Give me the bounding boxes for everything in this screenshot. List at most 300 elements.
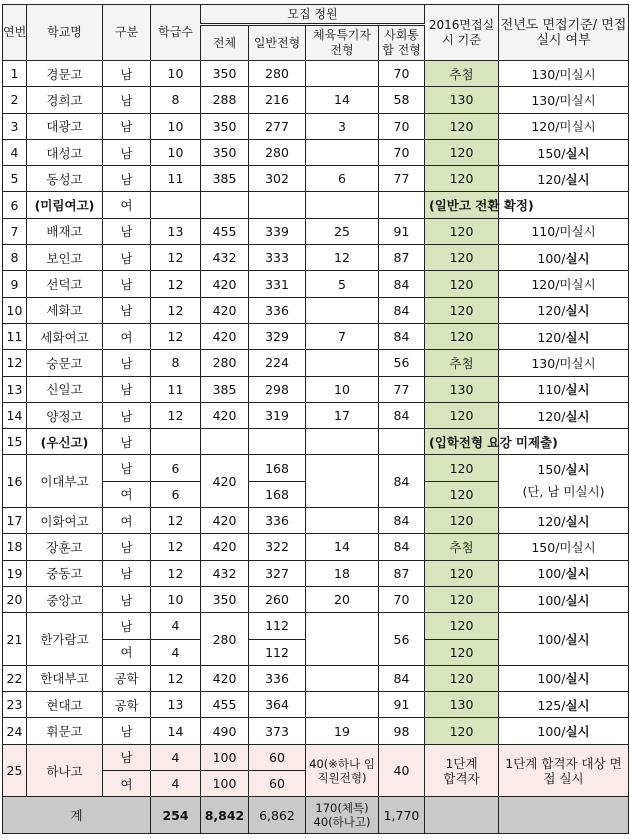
school-type: 남 [103,534,151,560]
empty-cell [151,429,201,455]
prev-year-cell [499,613,629,666]
row-no: 21 [3,613,27,666]
quota-general: 298 [249,376,306,402]
quota-total: 350 [201,586,249,612]
total-quota: 8,842 [201,797,249,834]
row-no: 13 [3,376,27,402]
prev-year-status: 실시 [565,382,590,398]
school-name: 양정고 [27,402,103,428]
quota-social: 56 [379,613,425,666]
header-school: 학교명 [27,5,103,61]
class-count: 4 [151,613,201,639]
quota-social: 91 [379,218,425,244]
header-social: 사회통합 전형 [379,25,425,61]
school-name: 현대고 [27,692,103,718]
quota-total: 420 [201,271,249,297]
row-no: 11 [3,323,27,349]
prev-year-cell [499,61,629,87]
row-no: 14 [3,402,27,428]
school-name: (미림여고) [27,192,103,218]
table-row [3,113,629,139]
prev-year-cell [499,560,629,586]
prev-year-cell [499,166,629,192]
row-no: 23 [3,692,27,718]
table-row [3,534,629,560]
table-row [3,744,629,770]
class-count: 12 [151,323,201,349]
prev-year-score: 120/ [537,329,566,345]
school-type: 남 [103,560,151,586]
class-count: 10 [151,61,201,87]
prev-year-score: 120/ [537,171,566,187]
table-row [3,613,629,639]
school-name: 한대부고 [27,665,103,691]
school-name: 보인고 [27,245,103,271]
class-count: 12 [151,402,201,428]
school-name: 대광고 [27,113,103,139]
row-no: 10 [3,297,27,323]
quota-social: 84 [379,455,425,508]
school-name: 신일고 [27,376,103,402]
total-sports-line: 170(체특) [315,801,369,816]
prev-year-status: 실시 [565,566,590,582]
quota-social: 84 [379,297,425,323]
empty-cell [499,797,629,834]
table-row [3,560,629,586]
quota-sports: 25 [306,218,379,244]
school-name: 중앙고 [27,586,103,612]
criteria-2016: 120 [425,665,499,691]
table-row [3,508,629,534]
class-count: 10 [151,586,201,612]
prev-year-cell [499,586,629,612]
class-count: 13 [151,218,201,244]
prev-year-status: 미실시 [559,92,596,108]
quota-general: 319 [249,402,306,428]
quota-social: 98 [379,718,425,744]
school-name: 경문고 [27,61,103,87]
criteria-2016: 130 [425,692,499,718]
row-no: 15 [3,429,27,455]
table-row [3,192,629,218]
quota-total: 432 [201,560,249,586]
prev-year-status: 실시 [565,462,590,478]
prev-year-cell [499,508,629,534]
table-row [3,87,629,113]
prev-year-score: 130/ [531,66,560,82]
quota-general: 336 [249,665,306,691]
quota-social: 84 [379,402,425,428]
table-row [3,218,629,244]
criteria-2016: 추첨 [425,61,499,87]
class-count: 11 [151,166,201,192]
quota-general: 280 [249,61,306,87]
empty-cell [306,192,379,218]
prev-year-status: 실시 [565,724,590,740]
quota-sports: 19 [306,718,379,744]
school-type: 남 [103,87,151,113]
school-type: 남 [103,297,151,323]
school-type: 남 [103,376,151,402]
quota-social: 87 [379,560,425,586]
class-count: 4 [151,771,201,797]
empty-cell [151,192,201,218]
prev-year-status: 실시 [565,671,590,687]
prev-year-cell [499,323,629,349]
prev-year-score: 125/ [537,697,566,713]
quota-social: 70 [379,61,425,87]
quota-sports [306,508,379,534]
quota-sports: 17 [306,402,379,428]
quota-social: 91 [379,692,425,718]
quota-social: 84 [379,323,425,349]
school-name: 중동고 [27,560,103,586]
quota-total: 420 [201,508,249,534]
table-row [3,402,629,428]
prev-year-cell: 1단계 합격자 대상 면접 실시 [499,744,629,797]
table-row [3,139,629,165]
row-no: 9 [3,271,27,297]
empty-cell [425,797,499,834]
table-row [3,376,629,402]
prev-year-score: 110/ [537,382,566,398]
class-count: 12 [151,665,201,691]
school-name: 선덕고 [27,271,103,297]
quota-total: 100 [201,771,249,797]
school-name: 경희고 [27,87,103,113]
quota-total: 432 [201,245,249,271]
school-type: 여 [103,192,151,218]
quota-general: 333 [249,245,306,271]
total-sports-line: 40(하나고) [313,815,371,830]
quota-total: 420 [201,297,249,323]
class-count: 6 [151,455,201,481]
header-total: 전체 [201,25,249,61]
prev-year-score: 130/ [531,355,560,371]
quota-total: 455 [201,692,249,718]
row-no: 19 [3,560,27,586]
class-count: 12 [151,297,201,323]
prev-year-cell [499,87,629,113]
class-count: 12 [151,271,201,297]
school-type: 남 [103,218,151,244]
school-type: 남 [103,744,151,770]
quota-total: 420 [201,455,249,508]
quota-general: 364 [249,692,306,718]
quota-general: 112 [249,613,306,639]
table-row [3,665,629,691]
row-no: 7 [3,218,27,244]
row-no: 8 [3,245,27,271]
class-count: 12 [151,508,201,534]
prev-year-score: 150/ [537,462,566,478]
table-row [3,245,629,271]
school-type: 남 [103,613,151,639]
criteria-2016: 120 [425,402,499,428]
quota-sports [306,297,379,323]
quota-social: 56 [379,350,425,376]
row-no: 6 [3,192,27,218]
quota-general: 336 [249,508,306,534]
quota-general: 339 [249,218,306,244]
prev-year-status: 실시 [565,303,590,319]
quota-general: 373 [249,718,306,744]
quota-general: 168 [249,481,306,507]
school-type: 남 [103,166,151,192]
class-count: 12 [151,245,201,271]
prev-year-status: 실시 [565,592,590,608]
quota-total: 490 [201,718,249,744]
prev-year-cell [499,455,629,508]
school-type: 남 [103,586,151,612]
quota-general: 280 [249,139,306,165]
quota-total: 350 [201,113,249,139]
school-type: 남 [103,139,151,165]
quota-general: 260 [249,586,306,612]
prev-year-score: 150/ [531,539,560,555]
row-no: 16 [3,455,27,508]
criteria-2016: 120 [425,271,499,297]
quota-general: 224 [249,350,306,376]
criteria-2016: 추첨 [425,534,499,560]
empty-cell [379,192,425,218]
table-row [3,323,629,349]
school-type: 남 [103,113,151,139]
school-name: 동성고 [27,166,103,192]
school-type: 여 [103,508,151,534]
school-name: 숭문고 [27,350,103,376]
row-no: 1 [3,61,27,87]
row-no: 12 [3,350,27,376]
quota-social: 77 [379,376,425,402]
quota-total: 385 [201,166,249,192]
quota-social: 58 [379,87,425,113]
row-no: 2 [3,87,27,113]
quota-social: 70 [379,113,425,139]
quota-sports: 18 [306,560,379,586]
quota-sports [306,139,379,165]
prev-year-cell [499,665,629,691]
row-no: 4 [3,139,27,165]
quota-general: 60 [249,771,306,797]
row-no: 18 [3,534,27,560]
prev-year-score: 120/ [537,513,566,529]
prev-year-cell [499,245,629,271]
prev-year-cell [499,139,629,165]
prev-year-cell [499,534,629,560]
prev-year-status: 미실시 [559,277,596,293]
total-classes: 254 [151,797,201,834]
prev-year-score: 120/ [537,408,566,424]
table-row [3,297,629,323]
quota-sports: 14 [306,534,379,560]
quota-social: 70 [379,139,425,165]
row-no: 24 [3,718,27,744]
quota-total: 350 [201,61,249,87]
quota-general: 302 [249,166,306,192]
table-row [3,61,629,87]
table-row [3,429,629,455]
table-row [3,586,629,612]
prev-year-status: 실시 [565,250,590,266]
class-count: 8 [151,87,201,113]
prev-year-status: 실시 [565,408,590,424]
prev-year-status: 실시 [565,632,590,648]
prev-year-score: 100/ [537,566,566,582]
school-type: 여 [103,771,151,797]
criteria-2016: 120 [425,166,499,192]
prev-year-score: 150/ [537,145,566,161]
prev-year-cell [499,350,629,376]
school-name: 장훈고 [27,534,103,560]
quota-total: 455 [201,218,249,244]
quota-sports: 6 [306,166,379,192]
table-row [3,455,629,481]
school-type: 남 [103,61,151,87]
quota-total: 288 [201,87,249,113]
quota-general: 329 [249,323,306,349]
criteria-2016: 120 [425,139,499,165]
class-count: 13 [151,692,201,718]
quota-total: 420 [201,665,249,691]
quota-social: 77 [379,166,425,192]
prev-year-score: 100/ [537,592,566,608]
prev-year-cell [499,718,629,744]
table-row [3,692,629,718]
prev-year-cell [499,376,629,402]
school-name: 한가람고 [27,613,103,666]
class-count: 12 [151,534,201,560]
school-name: (우신고) [27,429,103,455]
criteria-2016: 120 [425,297,499,323]
school-type: 남 [103,455,151,481]
prev-year-status: 미실시 [559,66,596,82]
quota-general: 60 [249,744,306,770]
quota-general: 322 [249,534,306,560]
criteria-2016: 추첨 [425,350,499,376]
table-row [3,166,629,192]
prev-year-cell [499,297,629,323]
class-count: 12 [151,560,201,586]
prev-year-cell [499,113,629,139]
quota-total: 280 [201,613,249,666]
criteria-2016: 120 [425,323,499,349]
row-no: 20 [3,586,27,612]
quota-social: 70 [379,586,425,612]
school-name: 이대부고 [27,455,103,508]
empty-cell [201,192,249,218]
quota-sports: 3 [306,113,379,139]
prev-year-status: 미실시 [559,119,596,135]
criteria-2016: 130 [425,376,499,402]
school-type: 여 [103,639,151,665]
header-sports: 체육특기자 전형 [306,25,379,61]
prev-year-score: 110/ [531,224,560,240]
prev-year-cell [499,402,629,428]
class-count: 14 [151,718,201,744]
table-row [3,350,629,376]
prev-year-score: 130/ [531,92,560,108]
quota-sports [306,613,379,666]
quota-sports: 10 [306,376,379,402]
prev-year-status: 실시 [565,145,590,161]
quota-sports [306,665,379,691]
quota-sports [306,350,379,376]
criteria-2016: 120 [425,508,499,534]
class-count: 11 [151,376,201,402]
class-count: 4 [151,744,201,770]
quota-general: 112 [249,639,306,665]
criteria-2016: 1단계 합격자 [425,744,499,797]
prev-year-status: 미실시 [559,355,596,371]
row-no: 17 [3,508,27,534]
school-type: 남 [103,350,151,376]
quota-sports: 12 [306,245,379,271]
class-count: 6 [151,481,201,507]
quota-total: 385 [201,376,249,402]
class-count: 10 [151,139,201,165]
quota-sports [306,455,379,508]
prev-year-status: 미실시 [559,224,596,240]
table-row [3,718,629,744]
quota-total: 100 [201,744,249,770]
school-type: 공학 [103,692,151,718]
school-type: 남 [103,718,151,744]
school-name: 휘문고 [27,718,103,744]
total-general: 6,862 [249,797,306,834]
prev-year-status: 실시 [565,171,590,187]
row-no: 3 [3,113,27,139]
total-sports [306,797,379,834]
empty-cell [249,429,306,455]
school-type: 여 [103,323,151,349]
prev-year-cell [499,692,629,718]
quota-social: 87 [379,245,425,271]
quota-total: 420 [201,402,249,428]
school-name: 세화여고 [27,323,103,349]
school-name: 배재고 [27,218,103,244]
header-type: 구분 [103,5,151,61]
quota-social: 84 [379,508,425,534]
criteria-2016: 130 [425,87,499,113]
school-type: 공학 [103,665,151,691]
school-name: 세화고 [27,297,103,323]
criteria-2016: 120 [425,218,499,244]
quota-social: 40 [379,744,425,797]
criteria-2016: 120 [425,613,499,639]
criteria-2016: 120 [425,245,499,271]
prev-year-score: 100/ [537,632,566,648]
prev-year-note: (단, 남 미실시) [522,484,605,500]
quota-total: 280 [201,350,249,376]
total-social: 1,770 [379,797,425,834]
header-classes: 학급수 [151,5,201,61]
school-name: 이화여고 [27,508,103,534]
quota-general: 336 [249,297,306,323]
prev-year-score: 100/ [537,671,566,687]
quota-general: 327 [249,560,306,586]
criteria-2016 [425,429,558,455]
school-type: 남 [103,271,151,297]
criteria-2016: 120 [425,113,499,139]
quota-total: 420 [201,323,249,349]
quota-total: 350 [201,139,249,165]
quota-general: 331 [249,271,306,297]
school-type: 남 [103,245,151,271]
quota-general: 216 [249,87,306,113]
prev-year-score: 120/ [531,119,560,135]
criteria-2016: 120 [425,455,499,481]
